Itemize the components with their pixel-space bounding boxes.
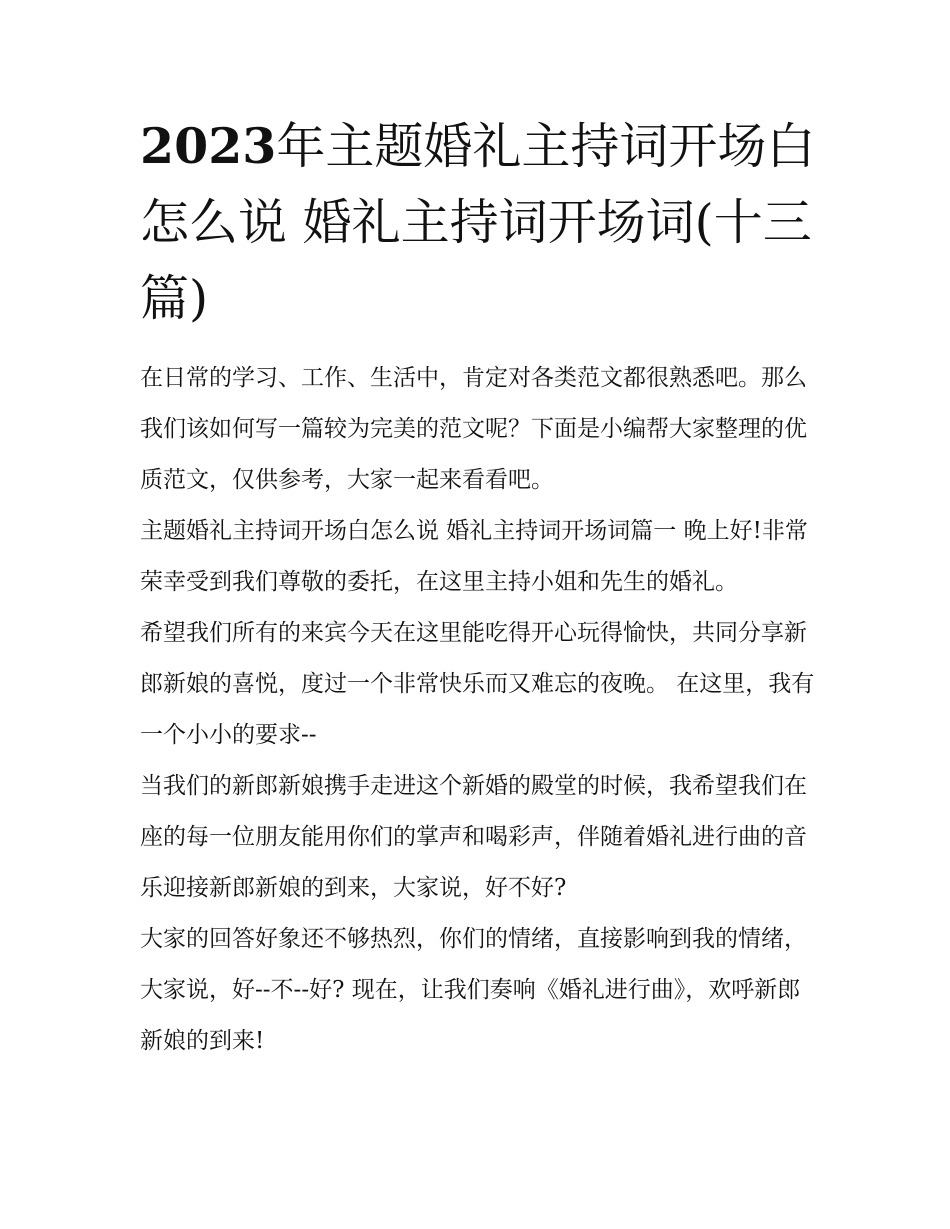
paragraph-2: 希望我们所有的来宾今天在这里能吃得开心玩得愉快，共同分享新郎新娘的喜悦，度过一个非常快乐而又难忘的夜晚。 在这里，我有一个小小的要求-- (140, 620, 815, 748)
paragraph-1: 主题婚礼主持词开场白怎么说 婚礼主持词开场词篇一 晚上好!非常荣幸受到我们尊敬的委托，在这里主持小姐和先生的婚礼。 (140, 518, 808, 595)
document-body (140, 353, 820, 1067)
paragraph-4: 大家的回答好象还不够热烈，你们的情绪，直接影响到我的情绪，大家说，好--不--好? 现在，让我们奏响《婚礼进行曲》，欢呼新郎新娘的到来! (140, 926, 807, 1054)
paragraph-3: 当我们的新郎新娘携手走进这个新婚的殿堂的时候，我希望我们在座的每一位朋友能用你们的掌声和喝彩声，伴随着婚礼进行曲的音乐迎接新郎新娘的到来，大家说，好不好? (140, 773, 807, 901)
title-text: 年主题婚礼主持词开场白怎么说 婚礼主持词开场词(十三篇) (140, 118, 816, 327)
document-title (140, 108, 820, 337)
paragraph-intro: 在日常的学习、工作、生活中，肯定对各类范文都很熟悉吧。那么我们该如何写一篇较为完美的范文呢？下面是小编帮大家整理的优质范文，仅供参考，大家一起来看看吧。 (140, 365, 807, 493)
title-year: 2023 (140, 117, 277, 175)
